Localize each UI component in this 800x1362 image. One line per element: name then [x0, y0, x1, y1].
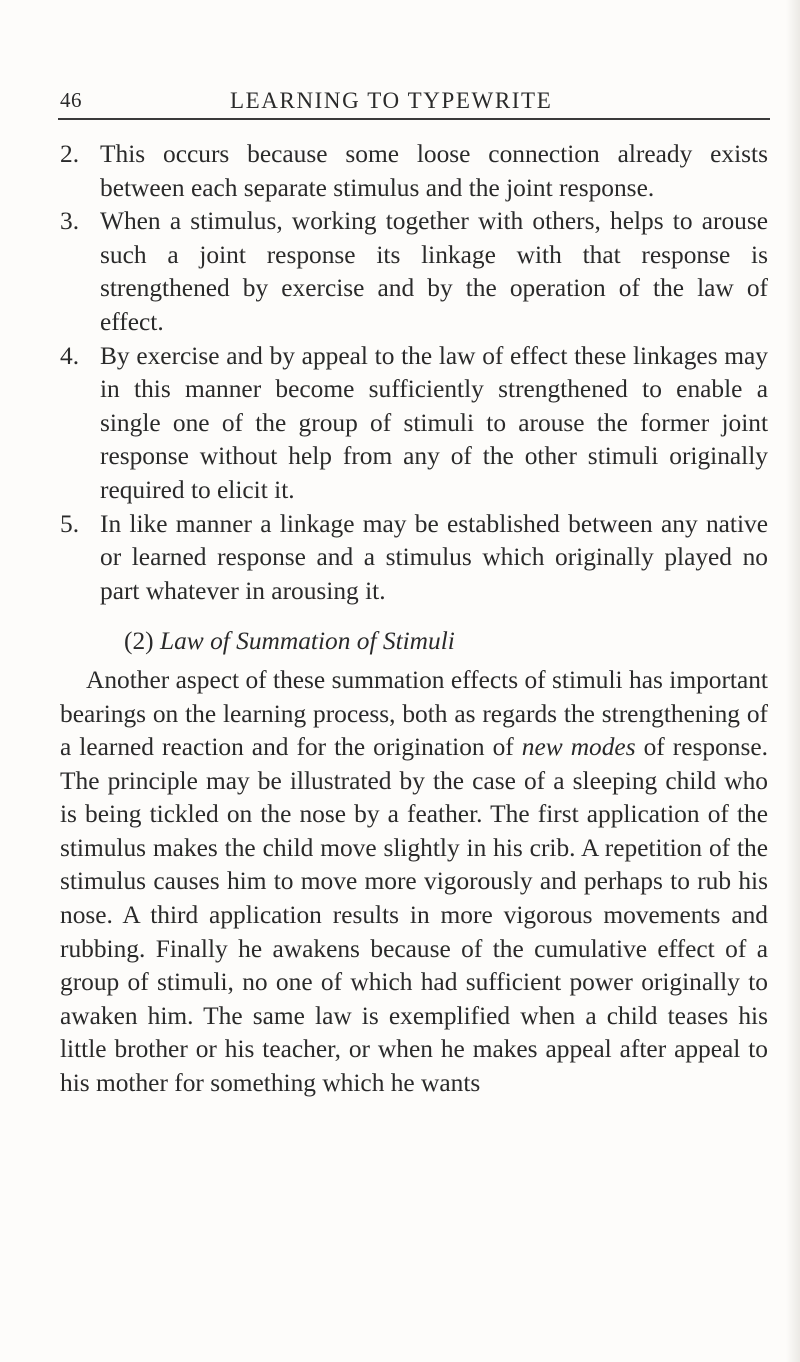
page-number: 46	[60, 88, 82, 112]
list-item	[60, 138, 768, 205]
page-header	[60, 88, 768, 124]
section-heading	[60, 625, 768, 659]
running-head: LEARNING TO TYPEWRITE	[230, 88, 553, 113]
list-item	[60, 508, 768, 609]
list-item	[60, 205, 768, 339]
book-page	[60, 88, 768, 1101]
paragraph-text-end: of response. The principle may be illustrated by the case of a sleeping child who is being tickled on the nose by a feather. The first application of the stimulus makes the child move slightly in his crib. A repetition of the stimulus causes him to move more vigorously and perhaps to rub his nose. A third application results in more vigorous movements and rubbing. Finally he awakens because of the cumulative effect of a group of stimuli, no one of which had sufficient power originally to awaken him. The same law is exemplified when a child teases his little brother or his teacher, or when he makes appeal after appeal to his mother for something which he wants	[60, 733, 768, 1098]
list-item	[60, 340, 768, 508]
list-item-text: By exercise and by appeal to the law of effect these linkages may in this manner become sufficiently strengthened to enable a single one of the group of stimuli to arouse the former joint response without help from any of the other stimuli originally required to elicit it.	[100, 341, 768, 504]
page-edge-shadow	[786, 0, 800, 1362]
paragraph-emphasis: new modes	[521, 733, 636, 762]
list-item-text: This occurs because some loose connection already exists between each separate stimulus and the joint response.	[100, 140, 768, 202]
numbered-list	[60, 138, 768, 608]
section-title: Law of Summation of Stimuli	[159, 627, 455, 656]
list-item-number: 2.	[60, 140, 80, 168]
list-item-number: 5.	[60, 509, 80, 538]
list-item-text: In like manner a linkage may be established between any native or learned response and a stimulus which originally played no part whatever in arousing it.	[100, 509, 768, 605]
body-paragraph	[60, 664, 768, 1101]
paragraph-text-start: Another aspect of these summation effects of stimuli has important bearings on the learning process, both as regards the strengthening of a learned reaction and for the origination of	[60, 665, 768, 762]
section-number: (2)	[124, 627, 154, 656]
header-rule	[58, 118, 770, 120]
list-item-number: 3.	[60, 207, 80, 236]
list-item-number: 4.	[60, 341, 80, 370]
list-item-text: When a stimulus, working together with others, helps to arouse such a joint response its linkage with that response is strengthened by exercise and by the operation of the law of effect.	[100, 207, 768, 336]
